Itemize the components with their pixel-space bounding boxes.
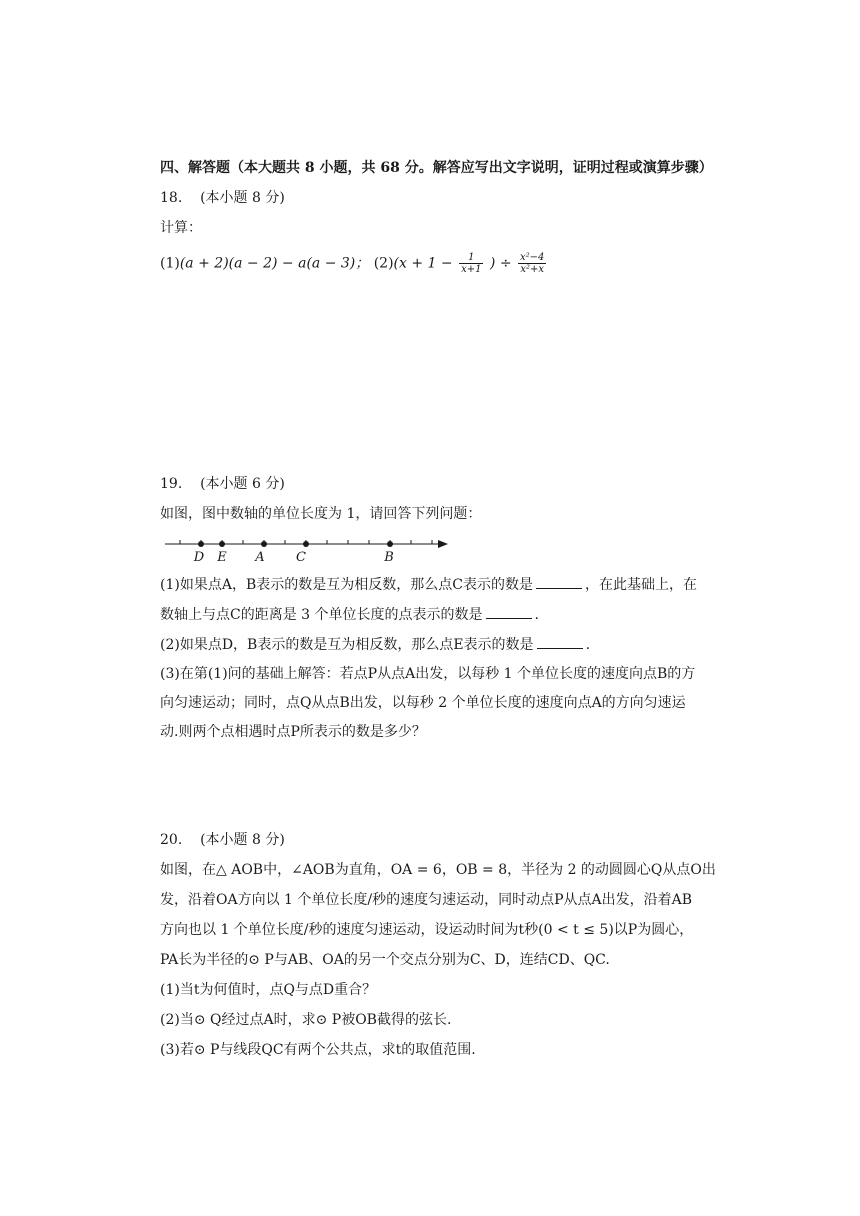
q20-points: (本小题 8 分) <box>200 832 285 848</box>
section-header: 四、解答题（本大题共 8 小题，共 68 分。解答应写出文字说明，证明过程或演算步骤） <box>160 160 713 176</box>
q19-part3-line2: 向匀速运动；同时，点Q从点B出发，以每秒 2 个单位长度的速度向点A的方向匀速运 <box>160 695 686 711</box>
number-line-arrow <box>438 540 448 548</box>
point-c <box>303 541 309 547</box>
point-b <box>387 541 393 547</box>
q18-part2-mid: ) ÷ <box>489 255 512 272</box>
q18-instruction: 计算： <box>160 220 202 236</box>
label-c: C <box>296 550 306 565</box>
point-a <box>261 541 267 547</box>
answer-blank-1[interactable] <box>536 574 582 589</box>
q18-frac1-num: 1 <box>459 252 483 264</box>
number-line-figure <box>160 532 460 566</box>
q20-line4: PA长为半径的⊙ P与AB、OA的另一个交点分别为C、D，连结CD、QC. <box>160 952 610 968</box>
q19-part1-text-c: 数轴上与点C的距离是 3 个单位长度的点表示的数是 <box>160 607 483 623</box>
q20-part2: (2)当⊙ Q经过点A时，求⊙ P被OB截得的弦长. <box>160 1012 452 1028</box>
q18-frac2-num: x²−4 <box>520 252 545 263</box>
q18-part2-prefix: (x + 1 − <box>393 255 453 272</box>
q19-part2-text-a: (2)如果点D，B表示的数是互为相反数，那么点E表示的数是 <box>160 637 534 653</box>
q18-frac1-den: x+1 <box>461 264 482 275</box>
q19-intro: 如图，图中数轴的单位长度为 1，请回答下列问题： <box>160 506 482 522</box>
q20-line3: 方向也以 1 个单位长度/秒的速度匀速运动，设运动时间为t秒(0 < t ≤ 5)以P为圆心， <box>160 922 694 938</box>
q20-heading <box>160 830 285 850</box>
q20-line1: 如图，在△ AOB中，∠AOB为直角，OA = 6，OB = 8，半径为 2 的动圆圆心Q从点O出 <box>160 862 716 878</box>
answer-blank-2[interactable] <box>486 604 532 619</box>
label-e: E <box>217 550 227 565</box>
q20-number: 20. <box>160 832 183 848</box>
label-b: B <box>384 550 394 565</box>
point-e <box>219 541 225 547</box>
q19-part2-text-b: . <box>585 637 591 653</box>
q18-part1-expr: (a + 2)(a − 2) − a(a − 3)； <box>179 255 370 272</box>
q18-points: (本小题 8 分) <box>200 190 285 206</box>
q19-part3-line1: (3)在第(1)问的基础上解答：若点P从点A出发，以每秒 1 个单位长度的速度向点B的方 <box>160 666 696 682</box>
answer-blank-3[interactable] <box>537 634 583 649</box>
q19-part2 <box>160 634 590 655</box>
q19-number: 19. <box>160 476 183 492</box>
q19-points: (本小题 6 分) <box>200 476 285 492</box>
label-d: D <box>193 550 205 565</box>
q20-part3: (3)若⊙ P与线段QC有两个公共点，求t的取值范围. <box>160 1042 476 1058</box>
q18-part1-label: (1) <box>160 255 180 272</box>
q19-heading <box>160 474 285 494</box>
q19-part1-text-d: . <box>534 607 539 623</box>
q18-fraction-1 <box>459 252 483 275</box>
q18-expressions <box>160 252 548 275</box>
q18-number: 18. <box>160 190 183 206</box>
q18-part2-label: (2) <box>373 255 394 272</box>
q19-part1-line1 <box>160 574 697 595</box>
q18-heading <box>160 188 285 208</box>
q20-part1: (1)当t为何值时，点Q与点D重合？ <box>160 982 377 998</box>
q19-part1-text-b: ，在此基础上，在 <box>584 577 697 593</box>
point-d <box>198 541 204 547</box>
q19-part1-text-a: (1)如果点A，B表示的数是互为相反数，那么点C表示的数是 <box>160 577 533 593</box>
q18-frac2-den: x²+x <box>520 264 545 275</box>
q19-part3-line3: 动.则两个点相遇时点P所表示的数是多少？ <box>160 724 426 740</box>
label-a: A <box>255 550 265 565</box>
q18-fraction-2 <box>518 252 546 275</box>
q19-part1-line2 <box>160 604 539 625</box>
q20-line2: 发，沿着OA方向以 1 个单位长度/秒的速度匀速运动，同时动点P从点A出发，沿着AB <box>160 892 693 908</box>
